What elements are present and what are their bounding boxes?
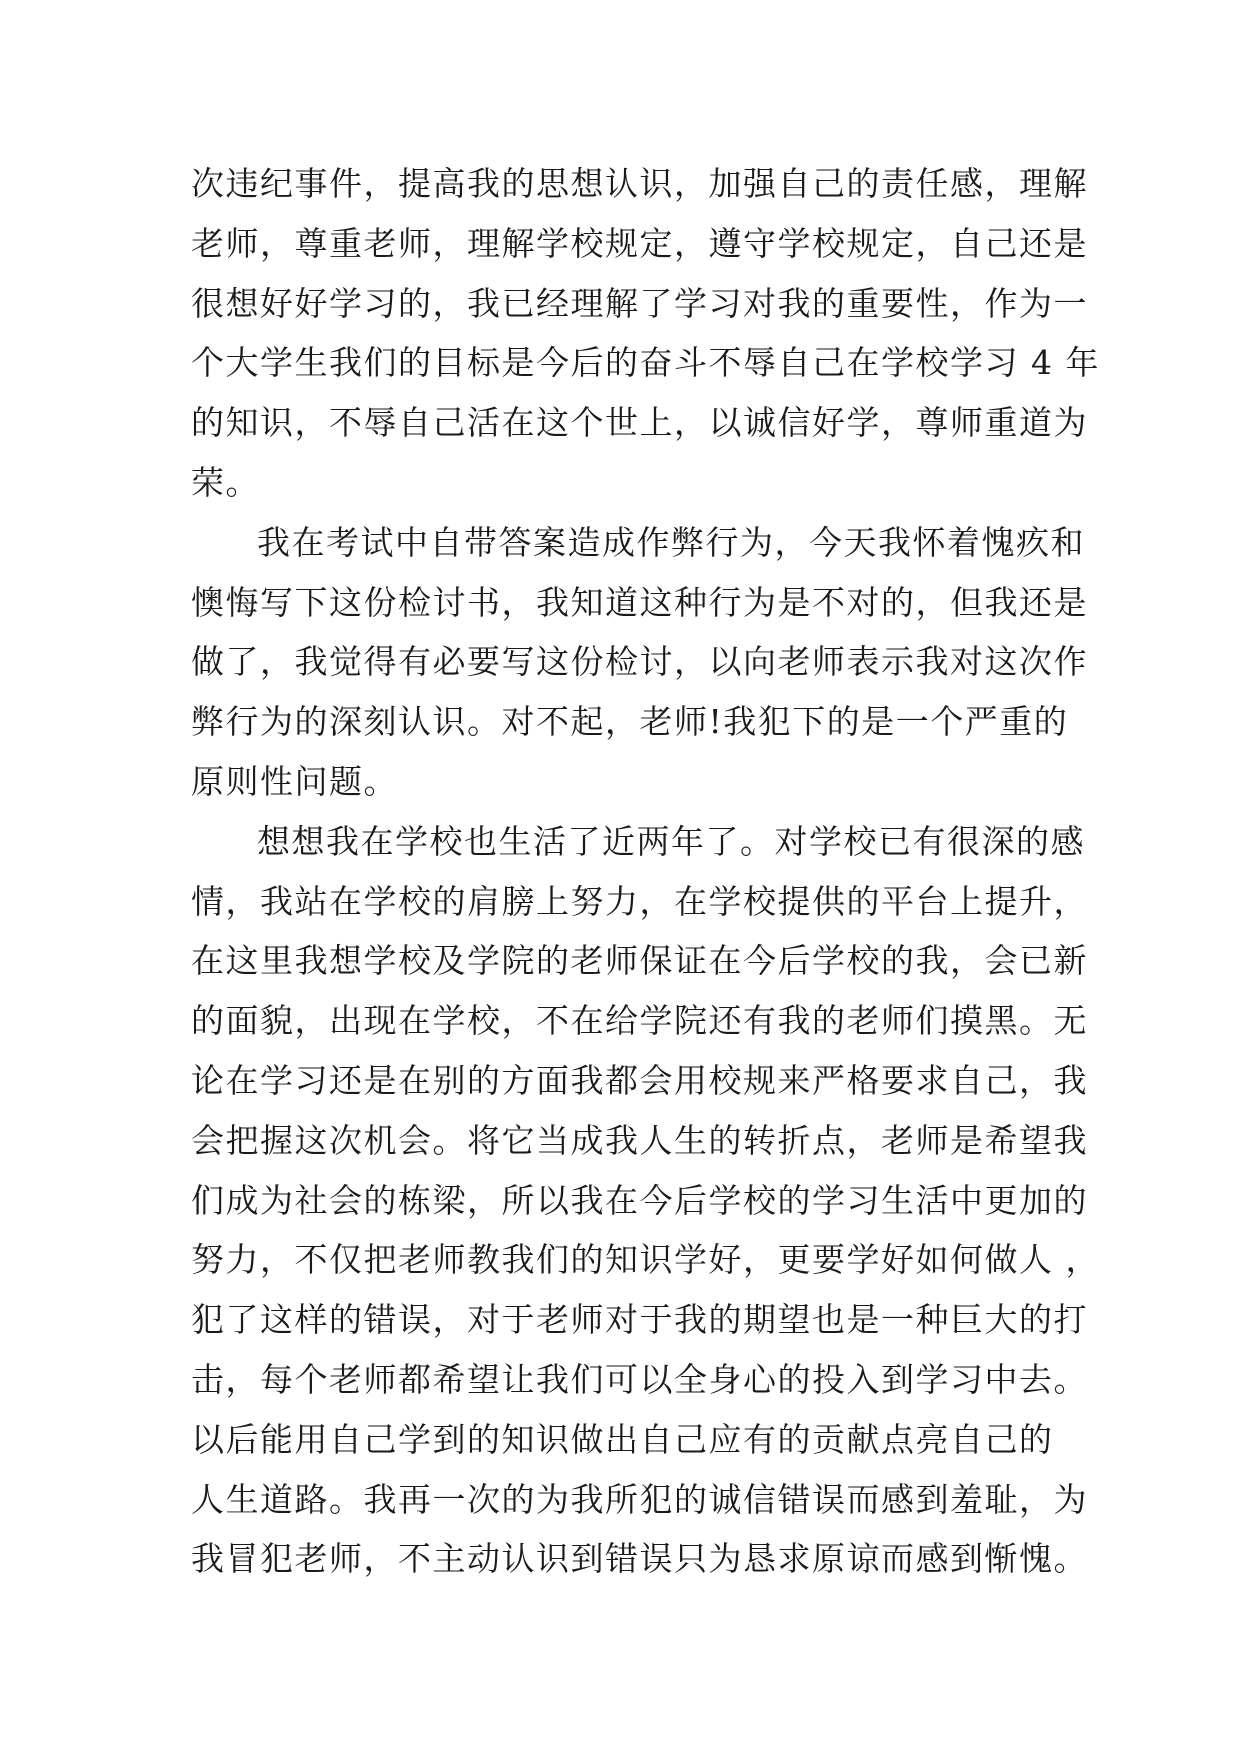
- text-line: 原则性问题。: [191, 761, 398, 801]
- text-line: 次违纪事件，提高我的思想认识，加强自己的责任感，理解: [191, 164, 1088, 203]
- text-line: 们成为社会的栋梁，所以我在今后学校的学习生活中更加的: [191, 1180, 1088, 1220]
- text-line: 荣。: [191, 462, 260, 502]
- text-line: 会把握这次机会。将它当成我人生的转折点，老师是希望我: [191, 1120, 1088, 1160]
- paragraph-2: [191, 513, 1088, 812]
- text-line: 的知识，不辱自己活在这个世上，以诚信好学，尊师重道为: [191, 403, 1088, 443]
- text-line: 论在学习还是在别的方面我都会用校规来严格要求自己，我: [191, 1060, 1088, 1100]
- paragraph-1: [191, 154, 1100, 513]
- text-line: 懊悔写下这份检讨书，我知道这种行为是不对的，但我还是: [191, 582, 1088, 622]
- text-line: 在这里我想学校及学院的老师保证在今后学校的我，会已新: [191, 941, 1088, 981]
- text-line: 做了，我觉得有必要写这份检讨，以向老师表示我对这次作: [191, 642, 1088, 682]
- text-line: 人生道路。我再一次的为我所犯的诚信错误而感到羞耻，为: [191, 1479, 1088, 1519]
- document-body: [191, 154, 1100, 1649]
- text-line: 老师，尊重老师，理解学校规定，遵守学校规定，自己还是: [191, 223, 1088, 263]
- text-line: 情，我站在学校的肩膀上努力，在学校提供的平台上提升，: [191, 881, 1088, 921]
- text-line: 弊行为的深刻认识。对不起，老师!我犯下的是一个严重的: [191, 702, 1069, 742]
- text-line: 犯了这样的错误，对于老师对于我的期望也是一种巨大的打: [191, 1300, 1088, 1340]
- text-line: 个大学生我们的目标是今后的奋斗不辱自己在学校学习 4 年: [191, 343, 1100, 383]
- text-line-indented: 想想我在学校也生活了近两年了。对学校已有很深的感: [257, 821, 1085, 861]
- text-line: 击，每个老师都希望让我们可以全身心的投入到学习中去。: [191, 1359, 1088, 1399]
- text-line: [191, 1589, 1061, 1649]
- text-line: 我冒犯老师，不主动认识到错误只为恳求原谅而感到惭愧。: [191, 1539, 1088, 1579]
- text-line: 的面貌，出现在学校，不在给学院还有我的老师们摸黑。无: [191, 1001, 1088, 1041]
- text-line: 以后能用自己学到的知识做出自己应有的贡献点亮自己的: [191, 1419, 1054, 1459]
- paragraph-3: [191, 812, 1100, 1649]
- text-line-indented: 我在考试中自带答案造成作弊行为，今天我怀着愧疚和: [257, 522, 1085, 562]
- text-line: 努力，不仅把老师教我们的知识学好，更要学好如何做人 ，: [191, 1240, 1100, 1280]
- text-line: 很想好好学习的，我已经理解了学习对我的重要性，作为一: [191, 283, 1088, 323]
